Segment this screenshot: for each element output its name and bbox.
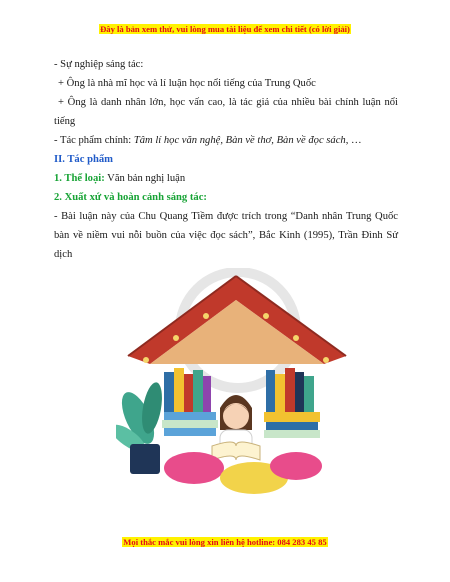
open-book — [212, 442, 260, 460]
career-item-1: + Ông là nhà mĩ học và lí luận học nổi tiếng của Trung Quốc — [58, 78, 316, 89]
hotline-text: Mọi thắc mắc vui lòng xin liên hệ hotline: 084 283 45 85 — [123, 537, 327, 547]
works-list: Tâm lí học văn nghệ, Bàn về thơ, Bàn về đọc sách — [133, 135, 346, 146]
pillows — [164, 452, 322, 494]
origin-text: - Bài luận này của Chu Quang Tiềm được trích trong “Danh nhân Trung Quốc bàn về niềm vui nỗi buồn của việc đọc sách”, Bắc Kinh (1995), Trần Đình Sử dịch — [54, 211, 398, 260]
reading-girl-illustration — [116, 268, 354, 504]
document-body — [54, 55, 398, 264]
genre-value: Văn bản nghị luận — [104, 173, 186, 184]
preview-notice-banner — [0, 24, 450, 34]
potted-plant — [116, 381, 165, 474]
hotline-footer — [0, 537, 450, 547]
career-item-2: + Ông là danh nhân lớn, học vấn cao, là tác giả của nhiều bài chính luận nổi tiếng — [54, 97, 398, 127]
genre-label: 1. Thể loại: — [54, 173, 105, 184]
book-roof — [128, 276, 346, 364]
section-title: II. Tác phẩm — [54, 154, 113, 165]
right-book-stacks — [264, 368, 320, 438]
origin-label: 2. Xuất xứ và hoàn cảnh sáng tác: — [54, 192, 207, 203]
preview-notice-text: Đây là bản xem thử, vui lòng mua tài liệu để xem chi tiết (có lời giải) — [100, 24, 350, 34]
works-tail: , … — [345, 135, 362, 146]
works-line — [54, 131, 398, 150]
career-heading: - Sự nghiệp sáng tác: — [54, 59, 144, 70]
genre-line — [54, 169, 398, 188]
works-label: - Tác phẩm chính: — [54, 135, 134, 146]
left-book-stacks — [162, 368, 218, 436]
